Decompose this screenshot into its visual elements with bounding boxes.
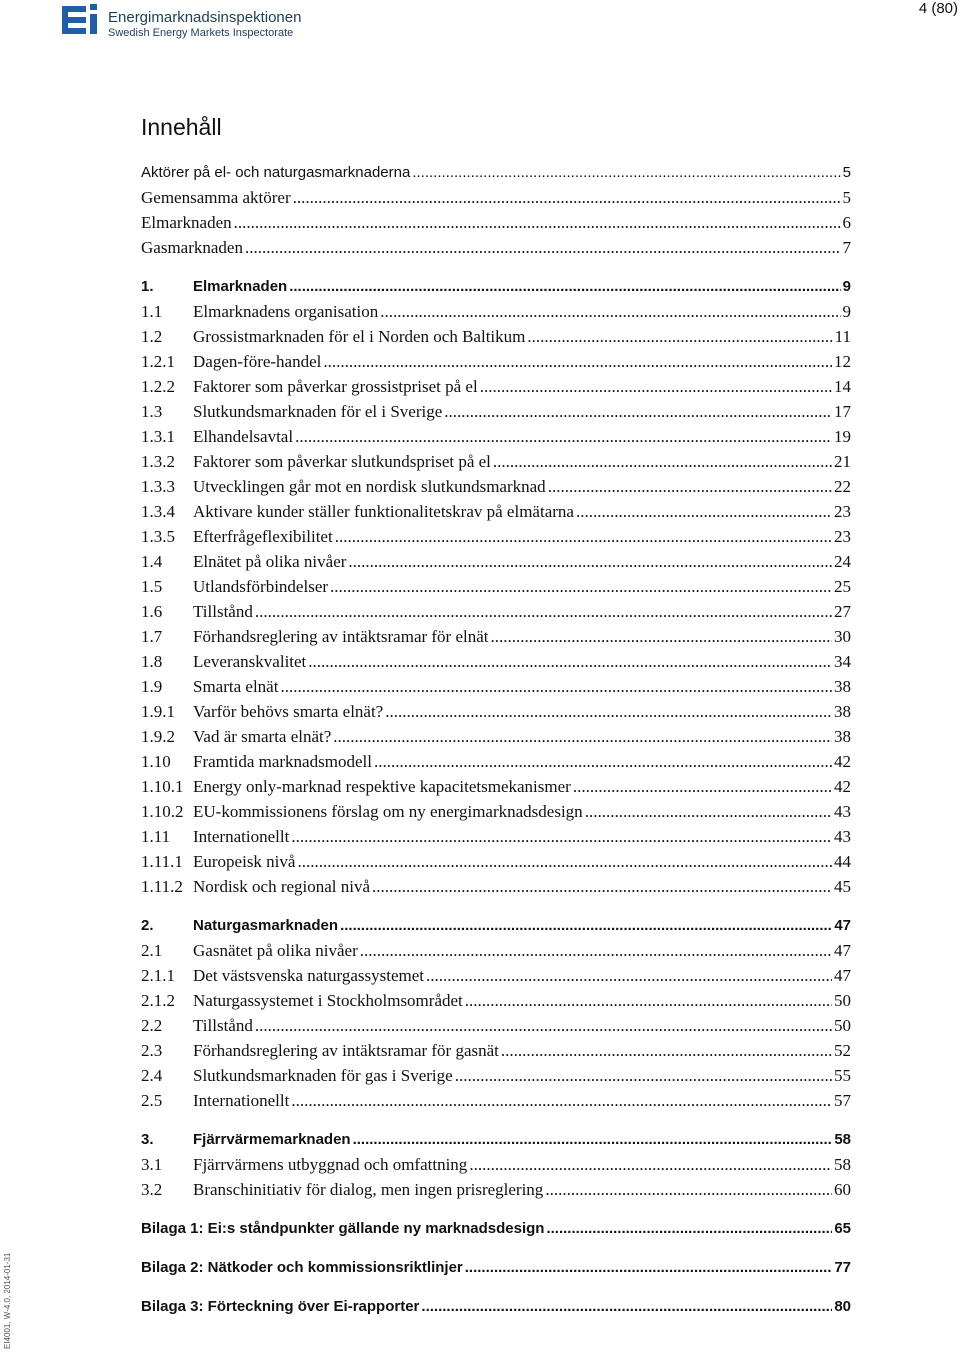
toc-dot-leader (289, 274, 840, 299)
toc-entry[interactable] (141, 299, 851, 324)
toc-entry[interactable] (141, 449, 851, 474)
toc-dot-leader (573, 774, 832, 799)
toc-entry-number: 1.9 (141, 677, 163, 696)
toc-entry-label: Bilaga 1: Ei:s ståndpunkter gällande ny marknadsdesign (141, 1220, 545, 1237)
toc-dot-leader (585, 799, 832, 824)
toc-entry-number: 2.1.2 (141, 991, 175, 1010)
toc-entry-page: 38 (834, 677, 851, 696)
toc-entry-number: 1.2.1 (141, 352, 175, 371)
toc-entry-number: 1.7 (141, 627, 163, 646)
toc-entry[interactable] (141, 1255, 851, 1280)
toc-entry-number: 2.5 (141, 1091, 163, 1110)
toc-entry[interactable] (141, 824, 851, 849)
toc-entry-label: Tillstånd (193, 1016, 253, 1035)
toc-entry-page: 23 (834, 527, 851, 546)
toc-dot-leader (255, 1013, 832, 1038)
toc-dot-leader (293, 185, 841, 210)
toc-dot-leader (480, 374, 832, 399)
toc-entry-page: 24 (834, 552, 851, 571)
toc-entry[interactable] (141, 749, 851, 774)
toc-entry-label: Gasnätet på olika nivåer (193, 941, 358, 960)
toc-entry-label: Slutkundsmarknaden för el i Sverige (193, 402, 443, 421)
toc-entry-label: Framtida marknadsmodell (193, 752, 372, 771)
toc-entry[interactable] (141, 474, 851, 499)
document-version-text: EI4001, W-4.0, 2014-01-31 (3, 1252, 12, 1349)
toc-entry-page: 30 (834, 627, 851, 646)
toc-dot-leader (297, 849, 832, 874)
toc-entry[interactable] (141, 799, 851, 824)
toc-entry[interactable] (141, 849, 851, 874)
toc-entry[interactable] (141, 774, 851, 799)
toc-dot-leader (465, 988, 832, 1013)
toc-entry-number: 2.3 (141, 1041, 163, 1060)
toc-entry-label: Leveranskvalitet (193, 652, 307, 671)
toc-dot-leader (291, 1088, 832, 1113)
toc-entry-label: Grossistmarknaden för el i Norden och Baltikum (193, 327, 526, 346)
toc-entry-number: 1.3.1 (141, 427, 175, 446)
toc-entry-label: Energy only-marknad respektive kapacitetsmekanismer (193, 777, 571, 796)
toc-dot-leader (546, 1216, 832, 1241)
logo (62, 4, 322, 40)
toc-entry-label: Elmarknaden (193, 278, 288, 295)
toc-entry-number: 1.1 (141, 302, 163, 321)
toc-dot-leader (426, 963, 832, 988)
toc-entry[interactable] (141, 574, 851, 599)
toc-entry-page: 47 (834, 966, 851, 985)
toc-entry-label: Varför behövs smarta elnät? (193, 702, 384, 721)
toc-entry-page: 47 (834, 917, 851, 934)
toc-dot-leader (323, 349, 832, 374)
toc-entry-label: Nordisk och regional nivå (193, 877, 371, 896)
toc-entry-label: Vad är smarta elnät? (193, 727, 332, 746)
toc-entry-page: 43 (834, 802, 851, 821)
toc-entry[interactable] (141, 1216, 851, 1241)
toc-entry-label: Tillstånd (193, 602, 253, 621)
toc-entry-page: 14 (834, 377, 851, 396)
toc-entry-page: 9 (842, 278, 851, 295)
toc-entry[interactable] (141, 424, 851, 449)
toc-entry-number: 1.9.2 (141, 727, 175, 746)
toc-entry-label: Naturgassystemet i Stockholmsområdet (193, 991, 463, 1010)
toc-entry-page: 38 (834, 702, 851, 721)
toc-entry[interactable] (141, 374, 851, 399)
toc-entry[interactable] (141, 274, 851, 299)
toc-entry-label: Europeisk nivå (193, 852, 296, 871)
toc-dot-leader (245, 235, 841, 260)
toc-entry-number: 2.1 (141, 941, 163, 960)
toc-entry-page: 58 (834, 1155, 851, 1174)
toc-entry[interactable] (141, 913, 851, 938)
toc-entry-page: 9 (842, 302, 851, 321)
toc-dot-leader (527, 324, 832, 349)
toc-dot-leader (348, 549, 832, 574)
toc-entry-page: 77 (834, 1259, 851, 1276)
toc-dot-leader (360, 938, 832, 963)
toc-entry-number: 1.6 (141, 602, 163, 621)
toc-entry-label: Bilaga 3: Förteckning över Ei-rapporter (141, 1298, 420, 1315)
toc-entry-label: Aktivare kunder ställer funktionalitetskrav på elmätarna (193, 502, 574, 521)
toc-entry-page: 42 (834, 752, 851, 771)
toc-entry-label: Branschinitiativ för dialog, men ingen prisreglering (193, 1180, 544, 1199)
toc-entry[interactable] (141, 938, 851, 963)
toc-entry[interactable] (141, 349, 851, 374)
toc-entry-number: 1.10 (141, 752, 171, 771)
toc-entry[interactable] (141, 549, 851, 574)
toc-entry-label: Utlandsförbindelser (193, 577, 329, 596)
toc-entry-page: 22 (834, 477, 851, 496)
toc-entry-label: Efterfrågeflexibilitet (193, 527, 333, 546)
toc-entry-page: 52 (834, 1041, 851, 1060)
toc-entry-page: 5 (842, 164, 851, 181)
toc-entry-label: Förhandsreglering av intäktsramar för gasnät (193, 1041, 499, 1060)
toc-entry-number: 3. (141, 1131, 154, 1148)
toc-entry-number: 2.2 (141, 1016, 163, 1035)
toc-entry-page: 45 (834, 877, 851, 896)
toc-entry[interactable] (141, 624, 851, 649)
toc-dot-leader (353, 1127, 833, 1152)
toc-entry-page: 21 (834, 452, 851, 471)
toc-dot-leader (469, 1152, 832, 1177)
toc-entry[interactable] (141, 874, 851, 899)
toc-entry-label: Internationellt (193, 1091, 290, 1110)
toc-entry-label: Naturgasmarknaden (193, 917, 339, 934)
toc-entry-label: Smarta elnät (193, 677, 279, 696)
toc-entry[interactable] (141, 1127, 851, 1152)
toc-entry-label: EU-kommissionens förslag om ny energimarknadsdesign (193, 802, 583, 821)
toc-entry-label: Fjärrvärmemarknaden (193, 1131, 351, 1148)
toc-entry[interactable] (141, 963, 851, 988)
toc-dot-leader (330, 574, 832, 599)
toc-entry[interactable] (141, 499, 851, 524)
toc-entry[interactable] (141, 324, 851, 349)
toc-entry-label: Slutkundsmarknaden för gas i Sverige (193, 1066, 453, 1085)
toc-entry-label: Aktörer på el- och naturgasmarknaderna (141, 164, 411, 181)
toc-entry-number: 1.3.4 (141, 502, 175, 521)
toc-entry-label: Bilaga 2: Nätkoder och kommissionsriktlinjer (141, 1259, 463, 1276)
toc-entry[interactable] (141, 399, 851, 424)
toc-dot-leader (380, 299, 840, 324)
toc-entry[interactable] (141, 235, 851, 260)
toc-entry-page: 58 (834, 1131, 851, 1148)
toc-entry-number: 3.2 (141, 1180, 163, 1199)
toc-entry-page: 17 (834, 402, 851, 421)
toc-entry-page: 11 (834, 327, 851, 346)
toc-entry-label: Internationellt (193, 827, 290, 846)
toc-entry-page: 12 (834, 352, 851, 371)
toc-entry[interactable] (141, 1294, 851, 1319)
toc-entry-number: 2.4 (141, 1066, 163, 1085)
toc-dot-leader (385, 699, 832, 724)
toc-dot-leader (308, 649, 832, 674)
toc-entry-page: 6 (842, 213, 851, 232)
table-of-contents (141, 160, 851, 1319)
toc-entry-number: 2.1.1 (141, 966, 175, 985)
toc-dot-leader (501, 1038, 832, 1063)
toc-entry-label: Dagen-före-handel (193, 352, 322, 371)
toc-entry[interactable] (141, 1013, 851, 1038)
toc-dot-leader (576, 499, 832, 524)
toc-entry-label: Gemensamma aktörer (141, 188, 291, 207)
toc-entry-page: 60 (834, 1180, 851, 1199)
toc-entry-page: 55 (834, 1066, 851, 1085)
ei-logo-icon (62, 4, 100, 38)
toc-entry-page: 65 (834, 1220, 851, 1237)
toc-entry-number: 1. (141, 278, 154, 295)
toc-dot-leader (333, 724, 832, 749)
toc-entry-label: Elhandelsavtal (193, 427, 294, 446)
toc-entry-number: 1.3.5 (141, 527, 175, 546)
toc-entry-page: 80 (834, 1298, 851, 1315)
toc-dot-leader (545, 1177, 832, 1202)
page-number: 4 (80) (918, 0, 958, 17)
toc-entry-label: Faktorer som påverkar grossistpriset på el (193, 377, 478, 396)
toc-entry[interactable] (141, 724, 851, 749)
toc-entry-label: Utvecklingen går mot en nordisk slutkundsmarknad (193, 477, 546, 496)
toc-entry-number: 3.1 (141, 1155, 163, 1174)
toc-dot-leader (444, 399, 832, 424)
toc-dot-leader (465, 1255, 833, 1280)
toc-entry-number: 1.2 (141, 327, 163, 346)
toc-entry-number: 1.11.2 (141, 877, 183, 896)
toc-entry-page: 50 (834, 991, 851, 1010)
org-name: Energimarknadsinspektionen (108, 9, 302, 26)
toc-dot-leader (234, 210, 841, 235)
toc-dot-leader (493, 449, 832, 474)
toc-dot-leader (280, 674, 832, 699)
toc-entry-page: 44 (834, 852, 851, 871)
toc-entry[interactable] (141, 674, 851, 699)
toc-entry-label: Elnätet på olika nivåer (193, 552, 347, 571)
toc-entry-page: 42 (834, 777, 851, 796)
toc-entry-page: 50 (834, 1016, 851, 1035)
toc-entry-page: 23 (834, 502, 851, 521)
toc-dot-leader (491, 624, 832, 649)
toc-title: Innehåll (141, 114, 222, 140)
toc-entry-number: 1.11.1 (141, 852, 183, 871)
org-subtitle: Swedish Energy Markets Inspectorate (108, 27, 294, 39)
toc-entry[interactable] (141, 524, 851, 549)
toc-entry-page: 5 (842, 188, 851, 207)
toc-entry-number: 1.3 (141, 402, 163, 421)
toc-entry-label: Elmarknaden (141, 213, 232, 232)
toc-entry-number: 1.4 (141, 552, 163, 571)
toc-dot-leader (340, 913, 832, 938)
toc-entry-number: 1.5 (141, 577, 163, 596)
toc-dot-leader (548, 474, 832, 499)
toc-entry-label: Elmarknadens organisation (193, 302, 379, 321)
toc-entry-page: 43 (834, 827, 851, 846)
toc-dot-leader (455, 1063, 832, 1088)
toc-entry-page: 34 (834, 652, 851, 671)
toc-entry-number: 1.8 (141, 652, 163, 671)
toc-entry[interactable] (141, 649, 851, 674)
toc-entry-number: 1.9.1 (141, 702, 175, 721)
toc-entry[interactable] (141, 1063, 851, 1088)
toc-entry-number: 1.2.2 (141, 377, 175, 396)
toc-entry-page: 47 (834, 941, 851, 960)
toc-dot-leader (255, 599, 832, 624)
toc-dot-leader (291, 824, 832, 849)
toc-entry[interactable] (141, 210, 851, 235)
toc-entry-label: Det västsvenska naturgassystemet (193, 966, 425, 985)
toc-entry-label: Fjärrvärmens utbyggnad och omfattning (193, 1155, 468, 1174)
toc-entry-number: 1.11 (141, 827, 171, 846)
toc-entry-page: 7 (842, 238, 851, 257)
toc-entry[interactable] (141, 1038, 851, 1063)
toc-entry[interactable] (141, 1177, 851, 1202)
toc-entry[interactable] (141, 988, 851, 1013)
toc-entry[interactable] (141, 185, 851, 210)
toc-entry[interactable] (141, 599, 851, 624)
toc-entry[interactable] (141, 1088, 851, 1113)
toc-entry[interactable] (141, 699, 851, 724)
toc-entry-number: 2. (141, 917, 154, 934)
toc-entry-page: 25 (834, 577, 851, 596)
toc-dot-leader (372, 874, 832, 899)
toc-entry-label: Förhandsreglering av intäktsramar för elnät (193, 627, 489, 646)
toc-entry-page: 38 (834, 727, 851, 746)
toc-entry-page: 27 (834, 602, 851, 621)
toc-entry[interactable] (141, 160, 851, 185)
toc-entry-page: 57 (834, 1091, 851, 1110)
toc-entry-number: 1.10.1 (141, 777, 184, 796)
toc-entry-label: Gasmarknaden (141, 238, 243, 257)
toc-dot-leader (295, 424, 832, 449)
toc-dot-leader (412, 160, 840, 185)
toc-entry-number: 1.3.3 (141, 477, 175, 496)
toc-dot-leader (374, 749, 832, 774)
toc-entry-number: 1.3.2 (141, 452, 175, 471)
toc-dot-leader (421, 1294, 832, 1319)
toc-dot-leader (335, 524, 832, 549)
toc-entry[interactable] (141, 1152, 851, 1177)
toc-entry-label: Faktorer som påverkar slutkundspriset på el (193, 452, 491, 471)
toc-entry-number: 1.10.2 (141, 802, 184, 821)
toc-entry-page: 19 (834, 427, 851, 446)
